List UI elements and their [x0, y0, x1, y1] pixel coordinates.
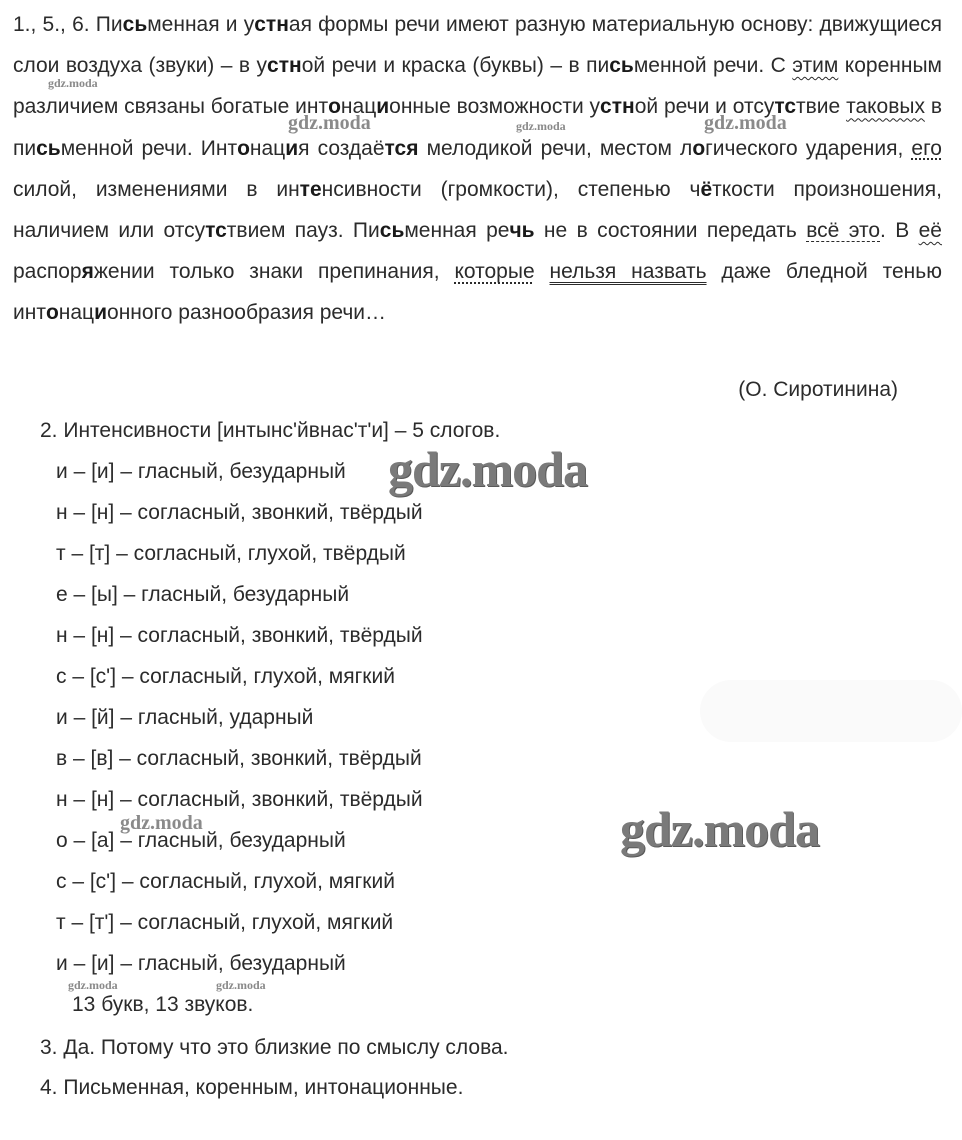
phonetic-row: н – [н] – согласный, звонкий, твёрдый: [56, 788, 423, 811]
summary-line: 13 букв, 13 звуков.: [72, 993, 254, 1016]
task4-answer: 4. Письменная, коренным, интонационные.: [40, 1076, 464, 1099]
phonetic-row: с – [с'] – согласный, глухой, мягкий: [56, 665, 395, 688]
phonetic-row: т – [т'] – согласный, глухой, мягкий: [56, 911, 394, 934]
task2-title: 2. Интенсивности [интынс'йвнас'т'и] – 5 слогов.: [40, 419, 501, 442]
main-paragraph: 1., 5., 6. Письменная и устная формы речи имеют разную материальную основу: движущиеся слои воздуха (звуки) – в устной речи и краска (буквы) – в письменной речи. С этим коренным различием связаны богатые интонационные возможности устной речи и отсутствие таковых в письменной речи. Интонация создаётся мелодикой речи, местом логического ударения, его силой, изменениями в интенсивности (громкости), степенью чёткости произношения, наличием или отсутствием пауз. Письменная речь не в состоянии передать всё это. В её распоряжении только знаки препинания, которые нельзя назвать даже бледной тенью интонационного разнообразия речи…: [13, 13, 943, 325]
watermark-small: gdz.moda: [516, 119, 566, 133]
phonetic-row: о – [а] – гласный, безударный: [56, 829, 346, 852]
phonetic-row: н – [н] – согласный, звонкий, твёрдый: [56, 501, 423, 524]
watermark-small: gdz.moda: [48, 76, 98, 90]
word-ee: её: [918, 219, 942, 243]
faint-watermark-badge: [700, 680, 962, 742]
word-ego: его: [911, 136, 942, 160]
watermark-medium: gdz.moda: [288, 112, 371, 134]
phonetic-row: н – [н] – согласный, звонкий, твёрдый: [56, 624, 423, 647]
word-etim: этим: [792, 54, 839, 78]
task3-answer: 3. Да. Потому что это близкие по смыслу слова.: [40, 1036, 509, 1059]
watermark-small: gdz.moda: [68, 978, 118, 992]
word-vse-eto: всё это: [806, 219, 881, 243]
phonetic-row: е – [ы] – гласный, безударный: [56, 583, 350, 606]
watermark-large: gdz.moda: [388, 441, 587, 497]
phonetic-row: с – [с'] – согласный, глухой, мягкий: [56, 870, 395, 893]
author-attribution: (О. Сиротинина): [738, 378, 898, 401]
watermark-medium: gdz.moda: [120, 812, 203, 834]
word-kotorye: которые: [454, 260, 535, 284]
phonetic-row: т – [т] – согласный, глухой, твёрдый: [56, 542, 406, 565]
watermark-small: gdz.moda: [216, 978, 266, 992]
watermark-medium: gdz.moda: [704, 112, 787, 134]
word-takovykh: таковых: [846, 95, 925, 119]
phonetic-row: и – [и] – гласный, безударный: [56, 952, 346, 975]
word-nelzya-nazvat: нельзя назвать: [549, 260, 707, 284]
watermark-large: gdz.moda: [620, 801, 819, 857]
phonetic-row: и – [и] – гласный, безударный: [56, 460, 346, 483]
phonetic-row: и – [й] – гласный, ударный: [56, 706, 314, 729]
phonetic-row: в – [в] – согласный, звонкий, твёрдый: [56, 747, 422, 770]
